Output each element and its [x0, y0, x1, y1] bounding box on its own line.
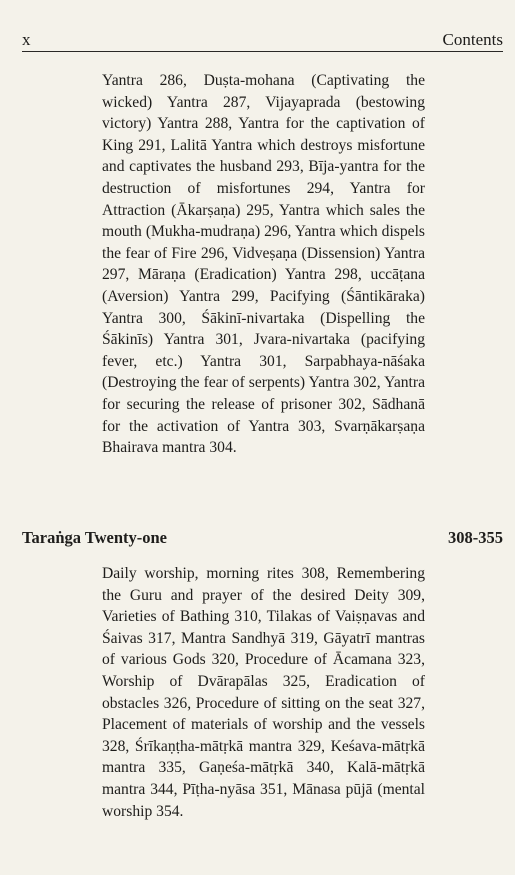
running-header	[22, 30, 503, 50]
section-title: Taraṅga Twenty-one	[22, 528, 168, 547]
continued-entry-text: Yantra 286, Duṣta-mohana (Captivating the wicked) Yantra 287, Vijayaprada (bestowing victory) Yantra 288, Yantra for the captivation of King 291, Lalitā Yantra which destroys misfortune and captivates the husband 293, Bīja-yantra for the destruction of misfortunes 294, Yantra for Attraction (Ākarṣaṇa) 295, Yantra which sales the mouth (Mukha-mudraṇa) 296, Yantra which dispels the fear of Fire 296, Vidveṣaṇa (Dissension) Yantra 297, Māraṇa (Eradication) Yantra 298, uccāṭana (Aversion) Yantra 299, Pacifying (Śāntikāraka) Yantra 300, Śākinī-nivartaka (Dispelling the Śākinīs) Yantra 301, Jvara-nivartaka (pacifying fever, etc.) Yantra 301, Sarpabhaya-nāśaka (Destroying the fear of serpents) Yantra 302, Yantra for securing the release of prisoner 302, Sādhanā for the activation of Yantra 303, Svarṇākarṣaṇa Bhairava mantra 304.	[102, 72, 425, 457]
section-heading	[22, 528, 503, 548]
page-number: x	[22, 30, 31, 49]
header-rule	[22, 51, 503, 52]
section-entry-text: Daily worship, morning rites 308, Remembering the Guru and prayer of the desired Deity 309, Varieties of Bathing 310, Tilakas of Vaiṣṇavas and Śaivas 317, Mantra Sandhyā 319, Gāyatrī mantras of various Gods 320, Procedure of Ācamana 323, Worship of Dvārapālas 325, Eradication of obstacles 326, Procedure of sitting on the seat 327, Placement of materials of worship and the vessels 328, Śrīkaṇṭha-mātṛkā mantra 329, Keśava-mātṛkā mantra 335, Gaṇeśa-mātṛkā 340, Kalā-mātṛkā mantra 344, Pīṭha-nyāsa 351, Mānasa pūjā (mental worship 354.	[102, 565, 425, 820]
section-page-range: 308-355	[448, 528, 503, 547]
running-title: Contents	[442, 30, 503, 49]
